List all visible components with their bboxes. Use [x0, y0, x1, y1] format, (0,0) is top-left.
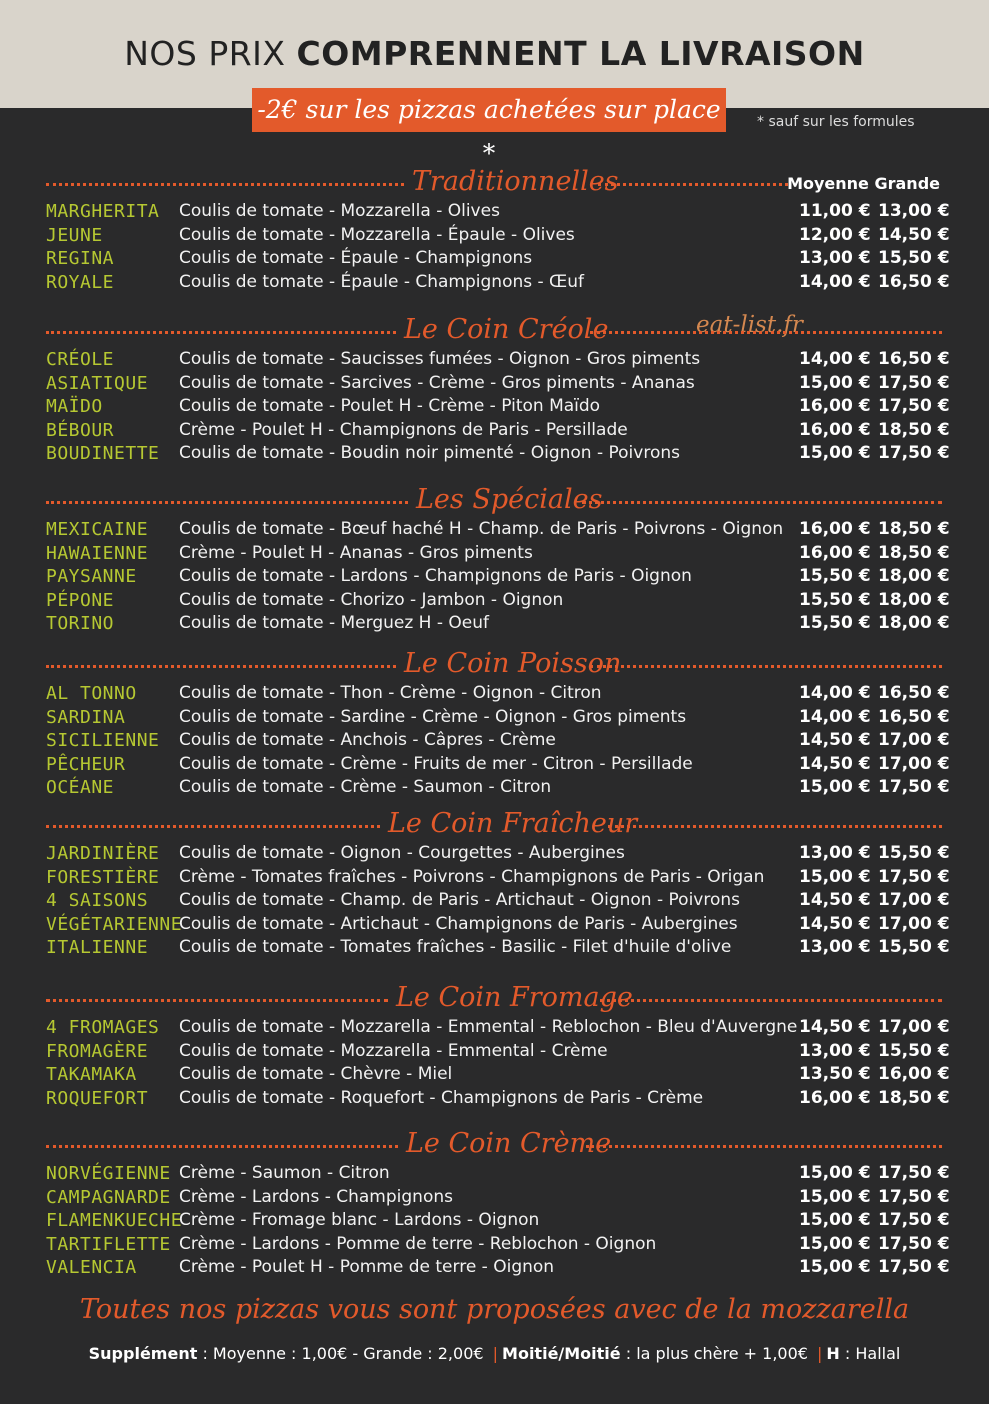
pizza-name: VÉGÉTARIENNE: [46, 913, 183, 935]
dotted-divider: [590, 665, 942, 668]
pizza-name: 4 SAISONS: [46, 890, 149, 912]
price-medium: 15,00 €: [799, 1163, 871, 1183]
pizza-ingredients: Crème - Fromage blanc - Lardons - Oignon: [179, 1210, 540, 1231]
dotted-divider: [590, 331, 942, 334]
pizza-ingredients: Coulis de tomate - Roquefort - Champignons de Paris - Crème: [179, 1087, 704, 1108]
dotted-divider: [600, 999, 942, 1002]
pizza-ingredients: Coulis de tomate - Mozzarella - Emmental - Crème: [179, 1040, 608, 1061]
pizza-name: SICILIENNE: [46, 730, 160, 752]
price-large: 17,00 €: [878, 753, 950, 774]
price-medium: 15,00 €: [799, 1233, 871, 1254]
promo-banner: -2€ sur les pizzas achetées sur place *: [252, 88, 726, 132]
section-title: Le Coin Poisson: [404, 648, 622, 679]
page-title: [0, 34, 989, 73]
menu-section: [46, 314, 950, 466]
column-medium: Moyenne: [787, 174, 869, 193]
price-large: 15,50 €: [878, 248, 950, 269]
pizza-name: SARDINA: [46, 706, 126, 728]
pizza-name: VALENCIA: [46, 1257, 137, 1279]
section-header: [46, 314, 942, 348]
price-large: 16,50 €: [878, 271, 950, 292]
price-large: 16,00 €: [878, 1064, 950, 1085]
menu-item: [46, 1087, 950, 1111]
price-large: 17,00 €: [878, 730, 950, 751]
price-large: 18,50 €: [878, 542, 950, 563]
price-medium: 14,50 €: [799, 753, 871, 774]
pizza-ingredients: Crème - Lardons - Champignons: [179, 1186, 453, 1207]
price-medium: 15,50 €: [799, 589, 871, 610]
price-medium: 15,50 €: [799, 566, 871, 587]
pizza-ingredients: Coulis de tomate - Sarcives - Crème - Gros piments - Ananas: [179, 372, 695, 393]
menu-item: [46, 889, 950, 913]
menu-section: [46, 808, 950, 960]
dotted-divider: [46, 825, 380, 828]
pizza-ingredients: Coulis de tomate - Thon - Crème - Oignon - Citron: [179, 683, 602, 703]
pizza-ingredients: Crème - Poulet H - Pomme de terre - Oignon: [179, 1257, 555, 1278]
menu-section: [46, 484, 950, 636]
menu-item: [46, 729, 950, 753]
pizza-name: MARGHERITA: [46, 201, 160, 222]
price-large: 17,50 €: [878, 1257, 950, 1278]
pizza-ingredients: Coulis de tomate - Poulet H - Crème - Piton Maïdo: [179, 396, 601, 417]
pizza-ingredients: Coulis de tomate - Lardons - Champignons de Paris - Oignon: [179, 566, 692, 587]
pizza-name: MEXICAINE: [46, 519, 149, 540]
price-large: 17,50 €: [878, 777, 950, 798]
menu-item: [46, 1233, 950, 1257]
price-column-headers: [787, 174, 940, 193]
price-medium: 16,00 €: [799, 519, 871, 539]
section-title: Le Coin Fraîcheur: [388, 808, 638, 839]
menu-item: [46, 936, 950, 960]
pizza-name: BÉBOUR: [46, 419, 115, 441]
pizza-name: 4 FROMAGES: [46, 1017, 160, 1038]
menu-item: [46, 1016, 950, 1040]
menu-item: [46, 395, 950, 419]
section-header: [46, 982, 942, 1016]
menu-section: [46, 1128, 950, 1280]
price-medium: 14,50 €: [799, 730, 871, 751]
dotted-divider: [46, 1145, 398, 1148]
menu-item: [46, 706, 950, 730]
menu-item: [46, 565, 950, 589]
menu-item: [46, 442, 950, 466]
price-medium: 14,00 €: [799, 706, 871, 727]
pizza-ingredients: Coulis de tomate - Boudin noir pimenté - Oignon - Poivrons: [179, 443, 680, 464]
section-title: Le Coin Crème: [406, 1128, 612, 1159]
section-title: Traditionnelles: [412, 166, 619, 197]
footer-supplement: [0, 1344, 989, 1363]
separator: |: [492, 1344, 499, 1363]
dotted-divider: [582, 501, 942, 504]
price-large: 15,50 €: [878, 937, 950, 958]
pizza-name: MAÏDO: [46, 396, 103, 418]
price-large: 17,00 €: [878, 1017, 950, 1037]
price-large: 18,00 €: [878, 613, 950, 634]
section-header: [46, 808, 942, 842]
title-bold: COMPRENNENT LA LIVRAISON: [296, 34, 865, 73]
pizza-ingredients: Coulis de tomate - Crème - Saumon - Citron: [179, 777, 552, 798]
price-large: 17,00 €: [878, 890, 950, 911]
pizza-ingredients: Coulis de tomate - Oignon - Courgettes - Aubergines: [179, 843, 625, 863]
price-large: 17,50 €: [878, 1233, 950, 1254]
price-medium: 14,50 €: [799, 913, 871, 934]
half-label: Moitié/Moitié: [502, 1344, 621, 1363]
menu-item: [46, 589, 950, 613]
price-large: 18,00 €: [878, 589, 950, 610]
pizza-name: REGINA: [46, 248, 115, 270]
pizza-name: TAKAMAKA: [46, 1064, 137, 1086]
dotted-divider: [46, 331, 396, 334]
price-large: 17,50 €: [878, 443, 950, 464]
dotted-divider: [608, 825, 942, 828]
price-large: 18,50 €: [878, 1087, 950, 1108]
menu-item: [46, 1209, 950, 1233]
pizza-ingredients: Coulis de tomate - Mozzarella - Olives: [179, 201, 500, 221]
price-medium: 15,50 €: [799, 613, 871, 634]
pizza-ingredients: Crème - Tomates fraîches - Poivrons - Champignons de Paris - Origan: [179, 866, 765, 887]
section-header: [46, 1128, 942, 1162]
menu-item: [46, 913, 950, 937]
halal-label: H: [826, 1344, 840, 1363]
pizza-ingredients: Coulis de tomate - Merguez H - Oeuf: [179, 613, 490, 634]
pizza-name: OCÉANE: [46, 777, 115, 799]
price-large: 18,00 €: [878, 566, 950, 587]
price-medium: 15,00 €: [799, 1186, 871, 1207]
pizza-name: TARTIFLETTE: [46, 1233, 171, 1255]
price-large: 17,50 €: [878, 372, 950, 393]
price-large: 15,50 €: [878, 1040, 950, 1061]
price-large: 18,50 €: [878, 519, 950, 539]
pizza-name: FLAMENKUECHE: [46, 1210, 183, 1232]
pizza-ingredients: Coulis de tomate - Épaule - Champignons: [179, 248, 533, 269]
section-header: [46, 648, 942, 682]
price-large: 16,50 €: [878, 706, 950, 727]
pizza-name: BOUDINETTE: [46, 443, 160, 465]
menu-item: [46, 518, 950, 542]
price-large: 17,50 €: [878, 1210, 950, 1231]
price-medium: 13,00 €: [799, 1040, 871, 1061]
menu-item: [46, 224, 950, 248]
dotted-divider: [46, 501, 408, 504]
pizza-name: HAWAIENNE: [46, 542, 149, 564]
half-text: : la plus chère + 1,00€: [620, 1344, 814, 1363]
supplement-text: : Moyenne : 1,00€ - Grande : 2,00€: [197, 1344, 489, 1363]
price-large: 15,50 €: [878, 843, 950, 863]
price-medium: 15,00 €: [799, 1210, 871, 1231]
price-large: 17,50 €: [878, 1186, 950, 1207]
price-medium: 14,50 €: [799, 1017, 871, 1037]
pizza-ingredients: Coulis de tomate - Bœuf haché H - Champ. de Paris - Poivrons - Oignon: [179, 519, 784, 539]
menu-item: [46, 1256, 950, 1280]
pizza-name: ROYALE: [46, 271, 115, 293]
price-large: 17,00 €: [878, 913, 950, 934]
pizza-name: AL TONNO: [46, 683, 137, 704]
price-large: 17,50 €: [878, 1163, 950, 1183]
pizza-ingredients: Coulis de tomate - Champ. de Paris - Artichaut - Oignon - Poivrons: [179, 890, 740, 911]
menu-item: [46, 271, 950, 295]
pizza-ingredients: Crème - Saumon - Citron: [179, 1163, 390, 1183]
pizza-ingredients: Coulis de tomate - Crème - Fruits de mer - Citron - Persillade: [179, 753, 693, 774]
watermark: eat-list.fr: [696, 312, 803, 338]
price-large: 14,50 €: [878, 224, 950, 245]
price-medium: 13,00 €: [799, 843, 871, 863]
price-medium: 13,00 €: [799, 248, 871, 269]
price-medium: 13,00 €: [799, 937, 871, 958]
section-title: Le Coin Fromage: [396, 982, 633, 1013]
pizza-ingredients: Coulis de tomate - Épaule - Champignons - Œuf: [179, 271, 584, 292]
pizza-name: CRÉOLE: [46, 349, 115, 370]
menu-item: [46, 1040, 950, 1064]
price-medium: 15,00 €: [799, 777, 871, 798]
dotted-divider: [46, 665, 396, 668]
menu-item: [46, 419, 950, 443]
pizza-name: JARDINIÈRE: [46, 843, 160, 864]
separator: |: [817, 1344, 823, 1363]
title-light: NOS PRIX: [124, 34, 286, 73]
section-title: Le Coin Créole: [404, 314, 609, 345]
menu-section: [46, 648, 950, 800]
menu-item: [46, 612, 950, 636]
dotted-divider: [598, 183, 788, 186]
price-medium: 14,50 €: [799, 890, 871, 911]
pizza-name: ROQUEFORT: [46, 1087, 149, 1109]
pizza-name: PÉPONE: [46, 589, 115, 611]
pizza-ingredients: Crème - Poulet H - Ananas - Gros piments: [179, 542, 533, 563]
price-medium: 12,00 €: [799, 224, 871, 245]
section-header: [46, 166, 942, 200]
pizza-name: JEUNE: [46, 224, 103, 246]
pizza-name: NORVÉGIENNE: [46, 1163, 171, 1184]
price-medium: 15,00 €: [799, 1257, 871, 1278]
price-medium: 15,00 €: [799, 866, 871, 887]
pizza-ingredients: Crème - Lardons - Pomme de terre - Reblochon - Oignon: [179, 1233, 657, 1254]
price-medium: 14,00 €: [799, 683, 871, 703]
section-header: [46, 484, 942, 518]
menu-item: [46, 776, 950, 800]
menu-item: [46, 348, 950, 372]
menu-item: [46, 1162, 950, 1186]
menu-item: [46, 542, 950, 566]
column-large: Grande: [874, 174, 940, 193]
pizza-ingredients: Coulis de tomate - Anchois - Câpres - Crème: [179, 730, 556, 751]
menu-section: [46, 982, 950, 1110]
pizza-name: PÊCHEUR: [46, 753, 126, 775]
pizza-name: FORESTIÈRE: [46, 866, 160, 888]
price-large: 16,50 €: [878, 683, 950, 703]
price-medium: 13,50 €: [799, 1064, 871, 1085]
price-medium: 15,00 €: [799, 443, 871, 464]
menu-item: [46, 866, 950, 890]
price-large: 13,00 €: [878, 201, 950, 221]
pizza-name: CAMPAGNARDE: [46, 1186, 171, 1208]
price-large: 18,50 €: [878, 419, 950, 440]
menu-item: [46, 1186, 950, 1210]
price-medium: 14,00 €: [799, 271, 871, 292]
menu-item: [46, 682, 950, 706]
pizza-ingredients: Crème - Poulet H - Champignons de Paris - Persillade: [179, 419, 628, 440]
halal-text: : Hallal: [839, 1344, 901, 1363]
price-medium: 16,00 €: [799, 419, 871, 440]
section-title: Les Spéciales: [416, 484, 603, 515]
pizza-ingredients: Coulis de tomate - Artichaut - Champignons de Paris - Aubergines: [179, 913, 738, 934]
price-medium: 16,00 €: [799, 396, 871, 417]
menu-item: [46, 842, 950, 866]
pizza-name: PAYSANNE: [46, 566, 137, 588]
pizza-name: TORINO: [46, 613, 115, 635]
pizza-ingredients: Coulis de tomate - Sardine - Crème - Oignon - Gros piments: [179, 706, 687, 727]
price-medium: 14,00 €: [799, 349, 871, 369]
dotted-divider: [46, 183, 404, 186]
dotted-divider: [586, 1145, 942, 1148]
price-medium: 16,00 €: [799, 1087, 871, 1108]
menu-item: [46, 200, 950, 224]
price-medium: 16,00 €: [799, 542, 871, 563]
menu-item: [46, 247, 950, 271]
pizza-name: ITALIENNE: [46, 937, 149, 959]
price-large: 17,50 €: [878, 396, 950, 417]
pizza-name: FROMAGÈRE: [46, 1040, 149, 1062]
promo-note: * sauf sur les formules: [757, 114, 915, 130]
menu-item: [46, 753, 950, 777]
pizza-ingredients: Coulis de tomate - Mozzarella - Emmental - Reblochon - Bleu d'Auvergne: [179, 1017, 798, 1037]
price-large: 16,50 €: [878, 349, 950, 369]
menu-section: [46, 166, 950, 294]
dotted-divider: [46, 999, 388, 1002]
pizza-ingredients: Coulis de tomate - Chorizo - Jambon - Oignon: [179, 589, 564, 610]
price-medium: 15,00 €: [799, 372, 871, 393]
pizza-ingredients: Coulis de tomate - Mozzarella - Épaule - Olives: [179, 224, 575, 245]
supplement-label: Supplément: [88, 1344, 198, 1363]
price-medium: 11,00 €: [799, 201, 871, 221]
menu-item: [46, 1063, 950, 1087]
pizza-ingredients: Coulis de tomate - Tomates fraîches - Basilic - Filet d'huile d'olive: [179, 937, 732, 958]
pizza-ingredients: Coulis de tomate - Saucisses fumées - Oignon - Gros piments: [179, 349, 701, 369]
menu-item: [46, 372, 950, 396]
footer-title: Toutes nos pizzas vous sont proposées avec de la mozzarella: [79, 1294, 910, 1325]
price-large: 17,50 €: [878, 866, 950, 887]
pizza-name: ASIATIQUE: [46, 372, 149, 394]
pizza-ingredients: Coulis de tomate - Chèvre - Miel: [179, 1064, 453, 1085]
